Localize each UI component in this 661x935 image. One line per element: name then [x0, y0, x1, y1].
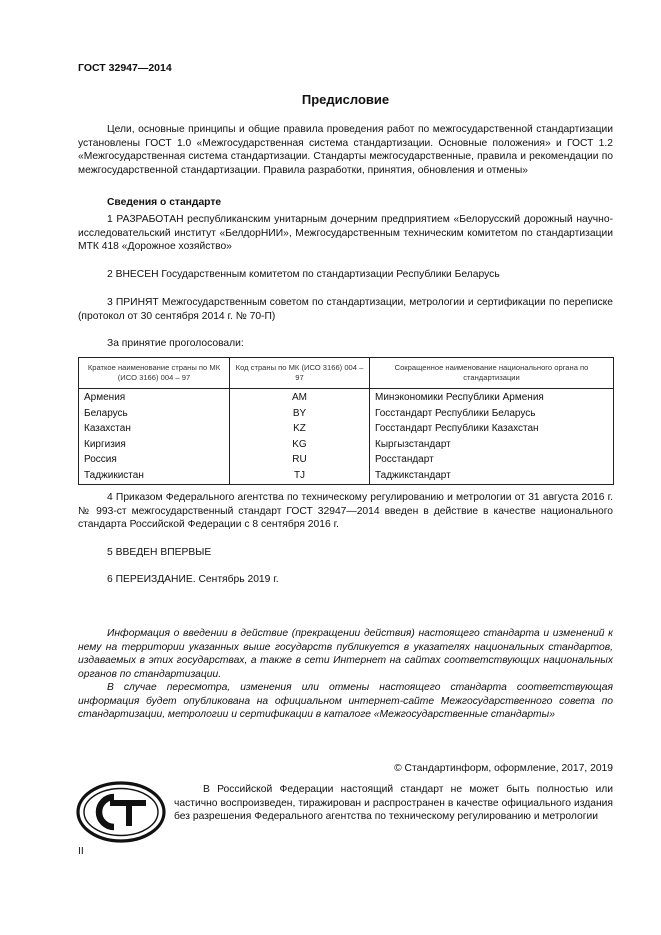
voted-label: За принятие проголосовали:	[107, 338, 244, 349]
reproduction-notice: В Российской Федерации настоящий стандарт не может быть полностью или частично воспроизведен, тиражирован и распространен в качестве официального издания без разрешения Федерального агентства по техническому регулированию и метрологии	[174, 784, 613, 823]
info-paragraph-2: В случае пересмотра, изменения или отмены настоящего стандарта соответствующая информация будет опубликована на официальном интернет-сайте Межгосударственного совета по стандартизации, метрологии и сертификации в каталоге «Межгосударственные стандарты»	[78, 682, 613, 721]
table-row	[79, 468, 614, 485]
item-reissue: 6 ПЕРЕИЗДАНИЕ. Сентябрь 2019 г.	[107, 574, 279, 585]
national-body: Минэкономики Республики Армения	[370, 389, 614, 407]
intro-paragraph: Цели, основные принципы и общие правила проведения работ по межгосударственной стандартизации установлены ГОСТ 1.0 «Межгосударственная система стандартизации. Основные положения» и ГОСТ 1.2 «Межгосударственная система стандартизации. Стандарты межгосударственные, правила и рекомендации по межгосударственной стандартизации. Правила разработки, принятия, обновления и отмены»	[78, 124, 613, 176]
table-row	[79, 422, 614, 438]
national-body: Кыргызстандарт	[370, 437, 614, 453]
info-paragraph-1: Информация о введении в действие (прекращении действия) настоящего стандарта и изменений к нему на территории указанных выше государств публикуется в указателях национальных стандартов, издаваемых в этих государствах, а также в сети Интернет на сайтах соответствующих национальных органов по стандартизации.	[78, 628, 613, 680]
table-row	[79, 406, 614, 422]
country-code: KZ	[230, 422, 370, 438]
national-body: Госстандарт Республики Беларусь	[370, 406, 614, 422]
item-introduced: 2 ВНЕСЕН Государственным комитетом по стандартизации Республики Беларусь	[107, 269, 500, 280]
country-name: Россия	[79, 453, 230, 469]
voting-table	[78, 357, 614, 485]
about-standard-heading: Сведения о стандарте	[107, 197, 222, 208]
page-title: Предисловие	[301, 92, 390, 107]
table-row	[79, 389, 614, 407]
country-code: TJ	[230, 468, 370, 485]
col-country-code: Код страны по МК (ИСО 3166) 004 – 97	[230, 358, 370, 389]
country-name: Казахстан	[79, 422, 230, 438]
rst-certification-mark-icon	[76, 781, 166, 843]
national-body: Госстандарт Республики Казахстан	[370, 422, 614, 438]
country-code: RU	[230, 453, 370, 469]
table-row	[79, 453, 614, 469]
document-id: ГОСТ 32947—2014	[78, 62, 172, 74]
national-body: Таджикстандарт	[370, 468, 614, 485]
table-header-row	[79, 358, 614, 389]
item-first-introduced: 5 ВВЕДЕН ВПЕРВЫЕ	[107, 547, 212, 558]
item-order: 4 Приказом Федерального агентства по техническому регулированию и метрологии от 31 августа 2016 г. № 993-ст межгосударственный стандарт ГОСТ 32947—2014 введен в действие в качестве национального стандарта Российской Федерации с 8 сентября 2016 г.	[78, 492, 613, 531]
table-row	[79, 437, 614, 453]
national-body: Росстандарт	[370, 453, 614, 469]
country-name: Таджикистан	[79, 468, 230, 485]
country-code: BY	[230, 406, 370, 422]
country-code: KG	[230, 437, 370, 453]
page-number: II	[78, 846, 84, 857]
copyright-line: © Стандартинформ, оформление, 2017, 2019	[394, 763, 613, 774]
item-adopted: 3 ПРИНЯТ Межгосударственным советом по стандартизации, метрологии и сертификации по переписке (протокол от 30 сентября 2014 г. № 70-П)	[78, 297, 613, 322]
col-country-name: Краткое наименование страны по МК (ИСО 3166) 004 – 97	[79, 358, 230, 389]
item-developed: 1 РАЗРАБОТАН республиканским унитарным дочерним предприятием «Белорусский дорожный научно-исследовательский институт «БелдорНИИ», Межгосударственным техническим комитетом по стандартизации МТК 418 «Дорожное хозяйство»	[78, 214, 613, 253]
col-national-body: Сокращенное наименование национального органа по стандартизации	[370, 358, 614, 389]
country-name: Армения	[79, 389, 230, 407]
country-name: Киргизия	[79, 437, 230, 453]
country-code: AM	[230, 389, 370, 407]
country-name: Беларусь	[79, 406, 230, 422]
